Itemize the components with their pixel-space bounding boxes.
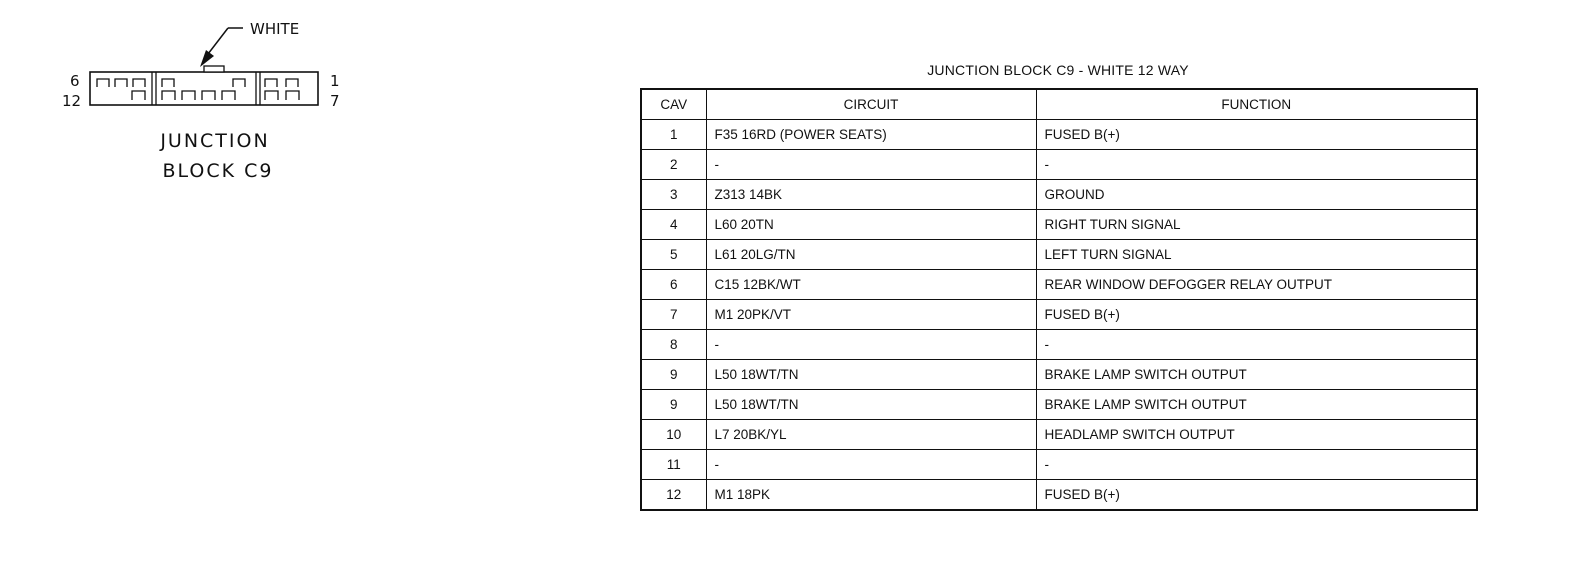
circuit-cell: Z313 14BK [706,180,1036,210]
circuit-cell: - [706,450,1036,480]
cav-cell: 9 [641,390,706,420]
function-cell: BRAKE LAMP SWITCH OUTPUT [1036,390,1477,420]
function-cell: - [1036,450,1477,480]
table-row [641,240,1477,270]
color-label: WHITE [250,20,300,38]
table-row [641,390,1477,420]
table-header-row [641,89,1477,120]
pin-label-bottom-left: 12 [62,92,82,110]
circuit-cell: C15 12BK/WT [706,270,1036,300]
function-cell: RIGHT TURN SIGNAL [1036,210,1477,240]
circuit-cell: F35 16RD (POWER SEATS) [706,120,1036,150]
function-cell: BRAKE LAMP SWITCH OUTPUT [1036,360,1477,390]
function-cell: GROUND [1036,180,1477,210]
cav-cell: 9 [641,360,706,390]
pin-label-top-left: 6 [70,72,80,90]
cav-cell: 3 [641,180,706,210]
pin-label-top-right: 1 [330,72,340,90]
cav-cell: 10 [641,420,706,450]
cav-cell: 7 [641,300,706,330]
cav-cell: 6 [641,270,706,300]
table-row [641,360,1477,390]
circuit-cell: M1 18PK [706,480,1036,511]
cav-cell: 2 [641,150,706,180]
pin-label-bottom-right: 7 [330,92,340,110]
connector-body [90,66,318,105]
table-row [641,150,1477,180]
pinout-table [640,88,1478,511]
header-circuit: CIRCUIT [706,89,1036,120]
cav-cell: 8 [641,330,706,360]
function-cell: FUSED B(+) [1036,480,1477,511]
function-cell: FUSED B(+) [1036,120,1477,150]
cav-cell: 11 [641,450,706,480]
circuit-cell: L61 20LG/TN [706,240,1036,270]
connector-name-line2: BLOCK C9 [162,160,274,182]
table-row [641,210,1477,240]
circuit-cell: - [706,150,1036,180]
function-cell: REAR WINDOW DEFOGGER RELAY OUTPUT [1036,270,1477,300]
circuit-cell: M1 20PK/VT [706,300,1036,330]
circuit-cell: L60 20TN [706,210,1036,240]
circuit-cell: - [706,330,1036,360]
table-title: JUNCTION BLOCK C9 - WHITE 12 WAY [927,62,1189,78]
function-cell: LEFT TURN SIGNAL [1036,240,1477,270]
connector-name-line1: JUNCTION [160,130,270,152]
header-cav: CAV [641,89,706,120]
circuit-cell: L7 20BK/YL [706,420,1036,450]
connector-diagram [20,10,360,200]
cav-cell: 12 [641,480,706,511]
header-function: FUNCTION [1036,89,1477,120]
cav-cell: 4 [641,210,706,240]
function-cell: - [1036,330,1477,360]
cav-cell: 1 [641,120,706,150]
table-row [641,480,1477,511]
table-row [641,330,1477,360]
table-row [641,120,1477,150]
circuit-cell: L50 18WT/TN [706,360,1036,390]
table-row [641,270,1477,300]
cav-cell: 5 [641,240,706,270]
table-row [641,450,1477,480]
table-row [641,180,1477,210]
function-cell: - [1036,150,1477,180]
function-cell: HEADLAMP SWITCH OUTPUT [1036,420,1477,450]
leader-arrow [200,28,243,67]
table-row [641,420,1477,450]
table-row [641,300,1477,330]
function-cell: FUSED B(+) [1036,300,1477,330]
circuit-cell: L50 18WT/TN [706,390,1036,420]
